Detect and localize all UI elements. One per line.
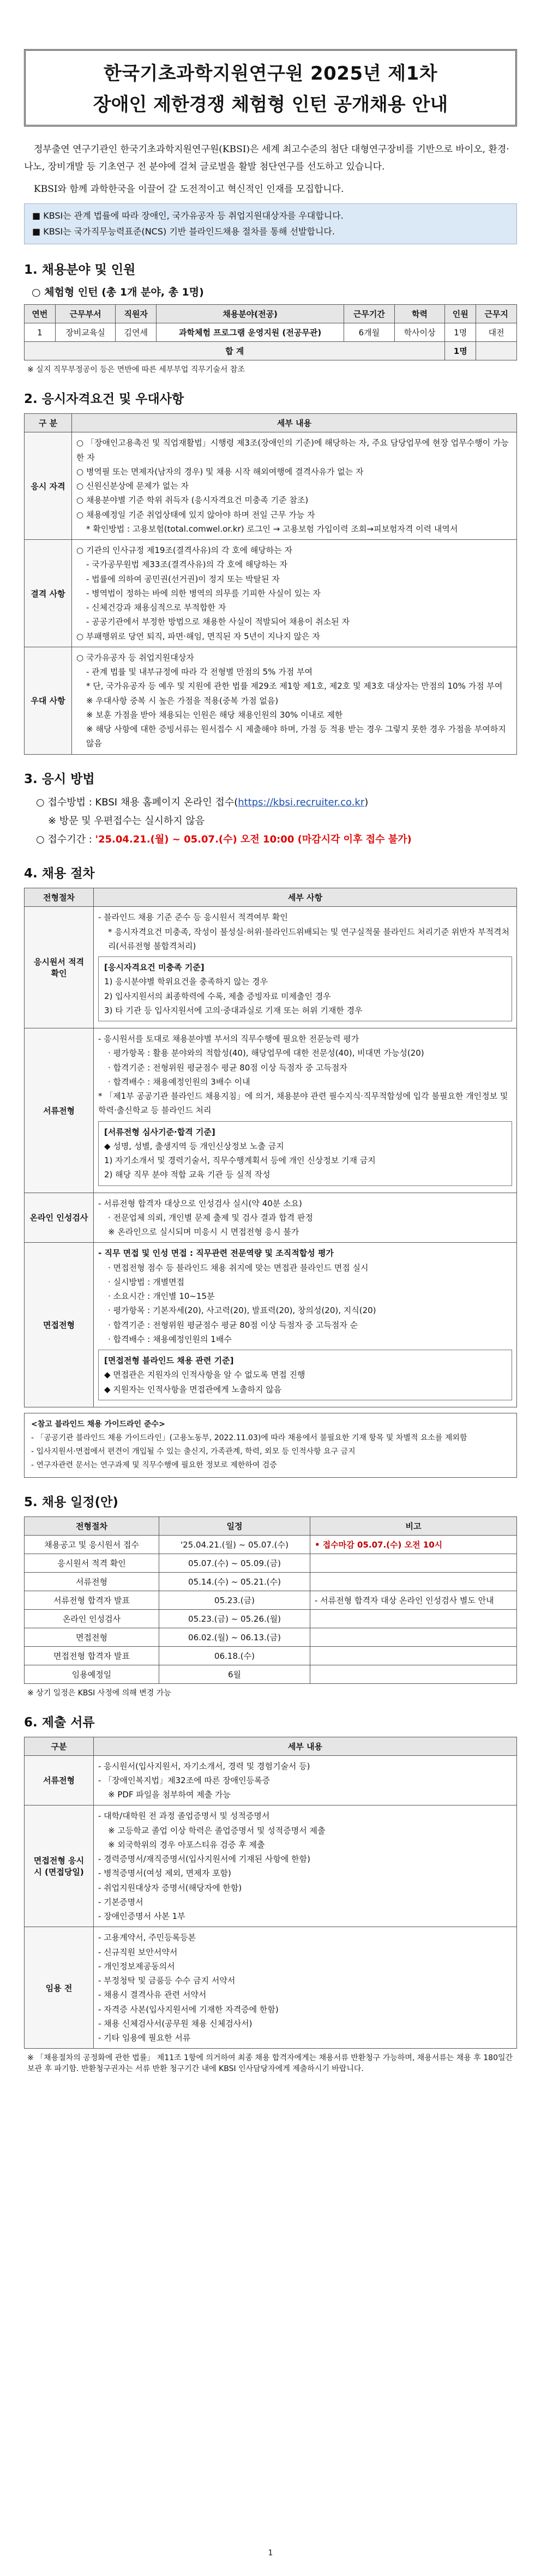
- table-row: [25, 1535, 517, 1554]
- table-cell: 서류전형 합격자 발표: [25, 1591, 159, 1609]
- table-cell: 과학체험 프로그램 운영지원 (전공무관): [157, 323, 344, 342]
- content-line: - 취업지원대상자 증명서(해당자에 한함): [98, 1882, 242, 1893]
- table-cell: 면접전형: [25, 1628, 159, 1646]
- row-label: 서류전형: [25, 1028, 94, 1193]
- method-suffix: ): [364, 796, 369, 808]
- content-line: - 응시원서를 토대로 채용분야별 부서의 직무수행에 필요한 전문능력 평가: [98, 1034, 359, 1044]
- recruit-site-link[interactable]: https://kbsi.recruiter.co.kr: [238, 796, 365, 808]
- table-cell: • 접수마감 05.07.(수) 오전 10시: [310, 1535, 517, 1554]
- documents-table: [24, 1737, 517, 2049]
- table-cell: [310, 1665, 517, 1683]
- intro-paragraph-2: KBSI와 함께 과학한국을 이끌어 갈 도전적이고 혁신적인 인재를 모집합니다.: [34, 183, 344, 195]
- content-line: - 서류전형 합격자 대상으로 인성검사 실시(약 40분 소요): [98, 1198, 302, 1208]
- box-line: 1) 자기소개서 및 경력기술서, 직무수행계획서 등에 개인 신상정보 기재 금지: [104, 1155, 376, 1166]
- content-line: - 기타 임용에 필요한 서류: [98, 2033, 191, 2043]
- table-header-row: [25, 1516, 517, 1535]
- blind-guideline-box: [24, 1413, 517, 1478]
- content-line: * 확인방법 : 고용보험(total.comwel.or.kr) 로그인 → 고용보험 가입이력 조회→피보험자격 이력 내역서: [86, 523, 458, 534]
- content-line: - 자격증 사본(입사지원서에 기재한 자격증에 한함): [98, 2004, 279, 2014]
- content-line: ※ 우대사항 중복 시 높은 가점을 적용(중복 가점 없음): [86, 695, 279, 706]
- application-method: [36, 793, 517, 850]
- row-label: 서류전형: [25, 1755, 94, 1805]
- content-line: ○ 기관의 인사규정 제19조(결격사유)의 각 호에 해당하는 자: [76, 545, 293, 556]
- table-header: 구분: [25, 1737, 94, 1755]
- content-line: - 고용계약서, 주민등록등본: [98, 1933, 196, 1943]
- table-cell: [310, 1609, 517, 1628]
- notice-box: [24, 203, 517, 245]
- box-line: ◆ 지원자는 인적사항을 면접관에게 노출하지 않음: [104, 1384, 282, 1394]
- table-header: 근무부서: [55, 305, 116, 323]
- total-label: 합 계: [25, 342, 445, 360]
- table-row: [25, 1554, 517, 1572]
- table-cell: 서류전형: [25, 1572, 159, 1591]
- table-cell: - 서류전형 합격자 대상 온라인 인성검사 별도 안내: [310, 1591, 517, 1609]
- table-row: [25, 1243, 517, 1407]
- content-line: - 기본증명서: [98, 1897, 143, 1907]
- notebox-title: <참고 블라인드 채용 가이드라인 준수>: [31, 1419, 165, 1429]
- content-line: - 응시원서(입사지원서, 자기소개서, 경력 및 경험기술서 등): [98, 1761, 310, 1771]
- row-label: 우대 사항: [25, 647, 72, 754]
- content-line: · 소요시간 : 개인별 10~15분: [108, 1291, 215, 1302]
- criteria-box: [98, 1350, 512, 1400]
- content-line: - 개인정보제공동의서: [98, 1961, 175, 1971]
- section-heading-4: 4. 채용 절차: [24, 866, 95, 881]
- table-header: 근무기간: [344, 305, 395, 323]
- row-content: [72, 432, 517, 540]
- table-header: 세부 사항: [94, 888, 517, 907]
- procedure-table: [24, 888, 517, 1407]
- notice-line: ■ KBSI는 국가직무능력표준(NCS) 기반 블라인드채용 절차를 통해 선발합니다.: [32, 226, 335, 237]
- section-heading-3: 3. 응시 방법: [24, 772, 95, 786]
- table-header-row: [25, 305, 517, 323]
- row-content: [94, 1193, 517, 1243]
- table-row: [25, 323, 517, 342]
- table-cell: 05.23.(금) ~ 05.26.(월): [159, 1609, 310, 1628]
- title-box: [24, 49, 517, 127]
- box-title: [면접전형 블라인드 채용 관련 기준]: [104, 1356, 234, 1366]
- section-heading-2: 2. 응시자격요건 및 우대사항: [24, 392, 184, 407]
- table-cell: [310, 1554, 517, 1572]
- content-line: ○ 채용예정일 기준 취업상태에 있지 않아야 하며 전일 근무 가능 자: [76, 509, 315, 520]
- content-line: - 채용 신체검사서(공무원 채용 신체검사서): [98, 2018, 253, 2029]
- table-row: [25, 647, 517, 754]
- table-header-row: [25, 1737, 517, 1755]
- table-cell: 온라인 인성검사: [25, 1609, 159, 1628]
- content-line: ※ 온라인으로 실시되며 미응시 시 면접전형 응시 불가: [108, 1227, 299, 1237]
- table-cell: [476, 342, 517, 360]
- table-header: 일정: [159, 1516, 310, 1535]
- table-row: [25, 432, 517, 540]
- content-line: ※ 보훈 가점을 받아 채용되는 인원은 해당 채용인원의 30% 이내로 제한: [86, 709, 343, 720]
- total-value: 1명: [445, 342, 476, 360]
- notebox-line: - 입사지원서·면접에서 편견이 개입될 수 있는 출신지, 가족관계, 학력, 외모 등 인적사항 요구 금지: [31, 1447, 356, 1456]
- table-row: [25, 1646, 517, 1665]
- table-cell: [310, 1628, 517, 1646]
- content-line: · 합격배수 : 채용예정인원의 3배수 이내: [108, 1076, 250, 1087]
- content-line: ※ 고등학교 졸업 이상 학력은 졸업증명서 및 성적증명서 제출: [108, 1825, 326, 1835]
- box-line: 2) 해당 직무 분야 적합 교육 기관 등 실적 작성: [104, 1170, 270, 1180]
- content-line: · 전문업체 의뢰, 개인별 문제 출제 및 검사 결과 합격 판정: [108, 1212, 313, 1223]
- content-line: · 합격기준 : 전형위원 평균점수 평균 80점 이상 득점자 중 고득점자 순: [108, 1320, 358, 1330]
- table-cell: 06.02.(월) ~ 06.13.(금): [159, 1628, 310, 1646]
- table-cell: 06.18.(수): [159, 1646, 310, 1665]
- content-line: · 실시방법 : 개별면접: [108, 1277, 185, 1287]
- table-cell: 대전: [476, 323, 517, 342]
- content-line: ○ 부패행위로 당연 퇴직, 파면·해임, 면직된 자 5년이 지나지 않은 자: [76, 631, 320, 641]
- table-header: 구 분: [25, 414, 72, 432]
- box-line: 3) 타 기관 등 입사지원서에 고의·중대과실로 기재 또는 허위 기재한 경우: [104, 1005, 363, 1015]
- row-content: [94, 1028, 517, 1193]
- content-line: ○ 채용분야별 기준 학위 취득자 (응시자격요건 미충족 기준 참조): [76, 495, 309, 505]
- table-row: [25, 1665, 517, 1683]
- row-content: [94, 907, 517, 1028]
- table-cell: 1: [25, 323, 56, 342]
- table-row: [25, 1591, 517, 1609]
- section-heading-1: 1. 채용분야 및 인원: [24, 263, 136, 278]
- content-line: - 블라인드 채용 기준 준수 등 응시원서 적격여부 확인: [98, 912, 288, 923]
- content-line: - 채용시 결격사유 관련 서약서: [98, 1990, 207, 2000]
- table-row: [25, 1572, 517, 1591]
- notebox-line: - 「공공기관 블라인드 채용 가이드라인」(고용노동부, 2022.11.03)에 따라 채용에서 불필요한 기재 항목 및 차별적 요소를 제외함: [31, 1433, 467, 1442]
- table-header: 학력: [394, 305, 445, 323]
- method-note: ※ 방문 및 우편접수는 실시하지 않음: [48, 815, 205, 827]
- criteria-box: [98, 1121, 512, 1186]
- row-label: 결격 사항: [25, 540, 72, 647]
- content-line: ○ 신원신분상에 문제가 없는 자: [76, 481, 189, 491]
- criteria-box: [98, 956, 512, 1021]
- row-content: [72, 540, 517, 647]
- box-title: [서류전형 심사기준·합격 기준]: [104, 1127, 215, 1137]
- schedule-table: [24, 1516, 517, 1684]
- content-line: · 평가항목 : 활용 분야와의 적합성(40), 해당업무에 대한 전문성(40), 비대면 가능성(20): [108, 1048, 424, 1058]
- section-note: ※ 상기 일정은 KBSI 사정에 의해 변경 가능: [27, 1688, 171, 1698]
- title-line-1: 한국기초과학지원연구원 2025년 제1차: [103, 63, 438, 85]
- table-cell: 김연세: [116, 323, 157, 342]
- content-line: · 합격기준 : 전형위원 평균점수 평균 80점 이상 득점자 중 고득점자: [108, 1062, 347, 1073]
- box-line: 2) 입사지원서의 최종학력에 수록, 제출 증빙자료 미제출인 경우: [104, 991, 331, 1001]
- content-line: - 국가공무원법 제33조(결격사유)의 각 호에 해당하는 자: [86, 559, 288, 570]
- table-row: [25, 1805, 517, 1927]
- table-cell: 응시원서 적격 확인: [25, 1554, 159, 1572]
- content-line: - 직무 면접 및 인성 면접 : 직무관련 전문역량 및 조직적합성 평가: [98, 1248, 334, 1259]
- content-line: - 「장애인복지법」제32조에 따른 장애인등록증: [98, 1775, 270, 1785]
- content-line: ※ 해당 사항에 대한 증빙서류는 원서접수 시 제출해야 하며, 가점 등 적용 받는 경우 그렇지 못한 경우 가점을 부여하지 않음: [86, 724, 506, 749]
- table-cell: 05.14.(수) ~ 05.21.(수): [159, 1572, 310, 1591]
- content-line: - 병적증명서(여성 제외, 면제자 포함): [98, 1868, 231, 1879]
- content-line: - 병역법이 정하는 바에 의한 병역의 의무를 기피한 사실이 있는 자: [86, 588, 321, 598]
- table-header: 인원: [445, 305, 476, 323]
- title-line-2: 장애인 제한경쟁 체험형 인턴 공개채용 안내: [93, 94, 448, 116]
- table-header: 전형절차: [25, 888, 94, 907]
- section-heading-5: 5. 채용 일정(안): [24, 1495, 118, 1509]
- box-line: ◆ 성명, 성별, 출생지역 등 개인신상정보 노출 금지: [104, 1141, 284, 1151]
- table-cell: 임용예정일: [25, 1665, 159, 1683]
- row-content: [94, 1927, 517, 2049]
- box-line: ◆ 면접관은 지원자의 인적사항을 알 수 없도록 면접 진행: [104, 1370, 305, 1380]
- table-cell: [310, 1646, 517, 1665]
- table-header-row: [25, 888, 517, 907]
- qualification-table: [24, 413, 517, 754]
- table-cell: [310, 1572, 517, 1591]
- section-heading-6: 6. 제출 서류: [24, 1715, 95, 1730]
- content-line: - 신체건강과 채용심적으로 부적합한 자: [86, 603, 226, 613]
- content-line: - 장애인증명서 사본 1부: [98, 1911, 185, 1922]
- notebox-line: - 연구자관련 문서는 연구과제 및 직무수행에 필요한 정보로 제한하여 검증: [31, 1461, 277, 1470]
- table-row: [25, 1028, 517, 1193]
- method-label: ○ 접수방법 : KBSI 채용 홈페이지 온라인 접수(: [36, 796, 238, 808]
- table-row: [25, 1193, 517, 1243]
- table-cell: 학사이상: [394, 323, 445, 342]
- table-cell: 6개월: [344, 323, 395, 342]
- table-header: 연번: [25, 305, 56, 323]
- period-label: ○ 접수기간 :: [36, 834, 95, 846]
- table-header: 전형절차: [25, 1516, 159, 1535]
- content-line: - 법률에 의하여 공민권(선거권)이 정지 또는 박탈된 자: [86, 574, 280, 584]
- content-line: ○ 「장애인고용촉진 및 직업재활법」시행령 제3조(장애인의 기준)에 해당하는 자, 주요 담당업무에 현장 업무수행이 가능한 자: [76, 438, 509, 462]
- content-line: - 관계 법률 및 내부규정에 따라 각 전형별 만점의 5% 가점 부여: [86, 667, 312, 677]
- table-row: [25, 1628, 517, 1646]
- row-content: [94, 1805, 517, 1927]
- table-total-row: [25, 342, 517, 360]
- content-line: - 공공기관에서 부정한 방법으로 채용한 사실이 적발되어 채용이 취소된 자: [86, 617, 350, 627]
- content-line: - 경력증명서/재직증명서(입사지원서에 기재된 사항에 한함): [98, 1854, 311, 1864]
- table-row: [25, 540, 517, 647]
- row-content: [94, 1243, 517, 1407]
- period-value: '25.04.21.(월) ~ 05.07.(수) 오전 10:00 (마감시각 이후 접수 불가): [95, 834, 412, 846]
- table-header: 세부 내용: [94, 1737, 517, 1755]
- table-header: 세부 내용: [72, 414, 517, 432]
- table-row: [25, 1609, 517, 1628]
- table-row: [25, 907, 517, 1028]
- row-content: [72, 647, 517, 754]
- content-line: ○ 국가유공자 등 취업지원대상자: [76, 652, 194, 663]
- table-header: 비고: [310, 1516, 517, 1535]
- row-label: 온라인 인성검사: [25, 1193, 94, 1243]
- subsection-heading: ○ 체험형 인턴 (총 1개 분야, 총 1명): [32, 286, 204, 299]
- table-cell: 6월: [159, 1665, 310, 1683]
- table-cell: 채용공고 및 응시원서 접수: [25, 1535, 159, 1554]
- box-title: [응시자격요건 미충족 기준]: [104, 962, 205, 973]
- content-line: * 단, 국가유공자 등 예우 및 지원에 관한 법률 제29조 제1항 제1호, 제2호 및 제3호 대상자는 만점의 10% 가점 부여: [86, 681, 503, 691]
- table-cell: 장비교육실: [55, 323, 116, 342]
- table-cell: 면접전형 합격자 발표: [25, 1646, 159, 1665]
- row-label: 면접전형 응시 시 (면접당일): [25, 1805, 94, 1927]
- page-number: 1: [268, 2549, 273, 2557]
- content-line: ※ PDF 파일을 첨부하여 제출 가능: [108, 1790, 231, 1800]
- period-line: [36, 830, 517, 849]
- row-label: 면접전형: [25, 1243, 94, 1407]
- content-line: ○ 병역필 또는 면제자(남자의 경우) 및 채용 시작 해외여행에 결격사유가 없는 자: [76, 466, 364, 477]
- row-label: 임용 전: [25, 1927, 94, 2049]
- row-label: 응시 자격: [25, 432, 72, 540]
- section-note: ※ 실지 직무부정공이 등은 면반에 따른 세부부업 직무기술서 참조: [27, 365, 245, 375]
- notice-line: ■ KBSI는 관계 법률에 따라 장애인, 국가유공자 등 취업지원대상자를 우대합니다.: [32, 210, 344, 221]
- table-row: [25, 1927, 517, 2049]
- content-line: - 신규직원 보안서약서: [98, 1947, 178, 1957]
- method-line: [36, 793, 517, 812]
- content-line: ※ 외국학위의 경우 아포스티유 검증 후 제출: [108, 1839, 265, 1850]
- table-cell: 05.07.(수) ~ 05.09.(금): [159, 1554, 310, 1572]
- row-content: [94, 1755, 517, 1805]
- content-line: · 면접전형 점수 등 블라인드 채용 취지에 맞는 면접관 블라인드 면접 실시: [108, 1262, 369, 1273]
- content-line: - 대학/대학원 전 과정 졸업증명서 및 성적증명서: [98, 1811, 270, 1821]
- content-line: - 부정청탁 및 금품등 수수 금지 서약서: [98, 1976, 236, 1986]
- table-header-row: [25, 414, 517, 432]
- table-cell: 05.23.(금): [159, 1591, 310, 1609]
- box-line: 1) 응시분야별 학위요건을 충족하지 않는 경우: [104, 977, 268, 987]
- table-row: [25, 1755, 517, 1805]
- table-cell: '25.04.21.(월) ~ 05.07.(수): [159, 1535, 310, 1554]
- section-note: ※ 「채용절차의 공정화에 관한 법률」 제11조 1항에 의거하여 최종 채용 합격자에게는 채용서류 반환청구 가능하며, 채용서류는 채용 후 180일간 보관 후 파기함. 반환청구권자는 서류 반환 청구기간 내에 KBSI 인사담당자에게 제출하시기 바랍니다.: [27, 2054, 513, 2074]
- table-header: 근무지: [476, 305, 517, 323]
- content-line: * 「제1부 공공기관 블라인드 채용지침」에 의거, 채용분야 관련 필수지식·직무적합성에 입각 불필요한 개인정보 및 학력·출신학교 등 블라인드 처리: [98, 1091, 508, 1116]
- table-cell: 1명: [445, 323, 476, 342]
- row-label: 응시원서 적격 확인: [25, 907, 94, 1028]
- recruitment-table: [24, 304, 517, 360]
- table-header: 직원자: [116, 305, 157, 323]
- table-header: 채용분야(전공): [157, 305, 344, 323]
- intro-paragraph: 정부출연 연구기관인 한국기초과학지원연구원(KBSI)은 세계 최고수준의 첨단 대형연구장비를 기반으로 바이오, 환경·나노, 장비개발 등 기초연구 전 분야에 걸쳐 글로벌을 활발 첨단연구를 선도하고 있습니다.: [24, 144, 509, 173]
- content-line: * 응시자격요건 미충족, 작성이 불성실·허위·블라인드위배되는 및 연구실적물 블라인드 처리기준 위반자 부적격처리(서류전형 불합격처리): [108, 926, 510, 951]
- content-line: · 합격배수 : 채용예정인원의 1배수: [108, 1334, 232, 1344]
- content-line: · 평가항목 : 기본자세(20), 사고력(20), 발표력(20), 창의성(20), 지식(20): [108, 1305, 376, 1316]
